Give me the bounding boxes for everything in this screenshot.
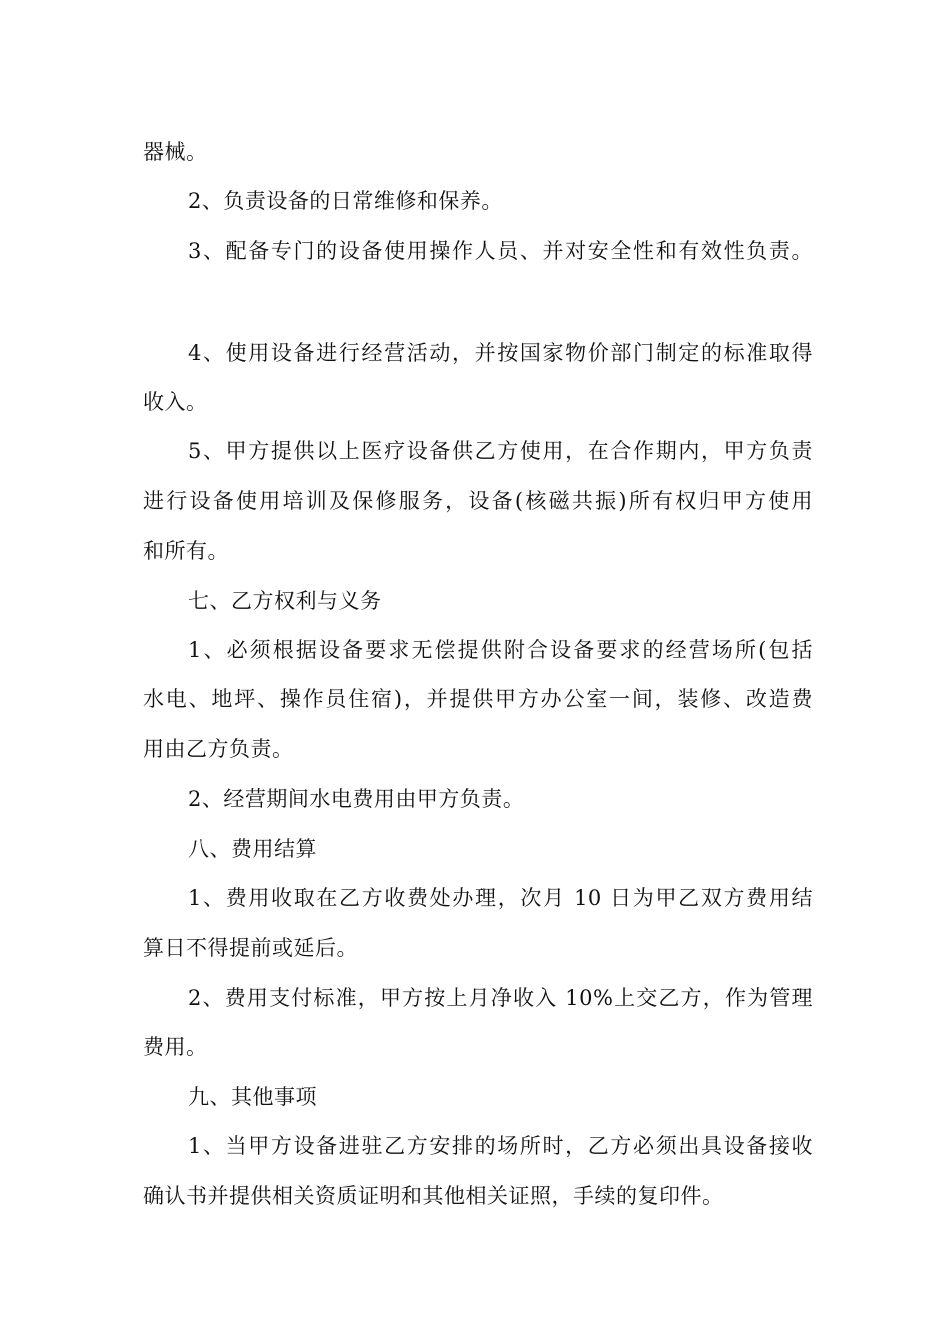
section-heading: 八、费用结算 xyxy=(188,837,317,861)
text-line: 进行设备使用培训及保修服务，设备(核磁共振)所有权归甲方使用 xyxy=(143,489,813,513)
text-line: 1、当甲方设备进驻乙方安排的场所时，乙方必须出具设备接收 xyxy=(188,1134,813,1158)
text-line: 收入。 xyxy=(143,390,208,414)
section-heading: 九、其他事项 xyxy=(188,1085,317,1109)
text-line: 费用。 xyxy=(143,1035,208,1059)
text-line: 水电、地坪、操作员住宿)，并提供甲方办公室一间，装修、改造费 xyxy=(143,687,813,711)
text-line: 4、使用设备进行经营活动，并按国家物价部门制定的标准取得 xyxy=(188,341,813,365)
text-line: 5、甲方提供以上医疗设备供乙方使用，在合作期内，甲方负责 xyxy=(188,439,813,463)
text-line: 器械。 xyxy=(143,140,208,164)
text-line: 算日不得提前或延后。 xyxy=(143,936,358,960)
text-line: 1、必须根据设备要求无偿提供附合设备要求的经营场所(包括 xyxy=(188,638,813,662)
text-line: 用由乙方负责。 xyxy=(143,737,294,761)
text-line: 1、费用收取在乙方收费处办理，次月 10 日为甲乙双方费用结 xyxy=(188,886,813,910)
text-line: 3、配备专门的设备使用操作人员、并对安全性和有效性负责。 xyxy=(188,239,813,263)
text-line: 和所有。 xyxy=(143,539,229,563)
text-line: 确认书并提供相关资质证明和其他相关证照，手续的复印件。 xyxy=(143,1184,724,1208)
text-line: 2、经营期间水电费用由甲方负责。 xyxy=(188,787,525,811)
text-line: 2、负责设备的日常维修和保养。 xyxy=(188,189,503,213)
section-heading: 七、乙方权利与义务 xyxy=(188,589,382,613)
text-line: 2、费用支付标准，甲方按上月净收入 10%上交乙方，作为管理 xyxy=(188,986,813,1010)
